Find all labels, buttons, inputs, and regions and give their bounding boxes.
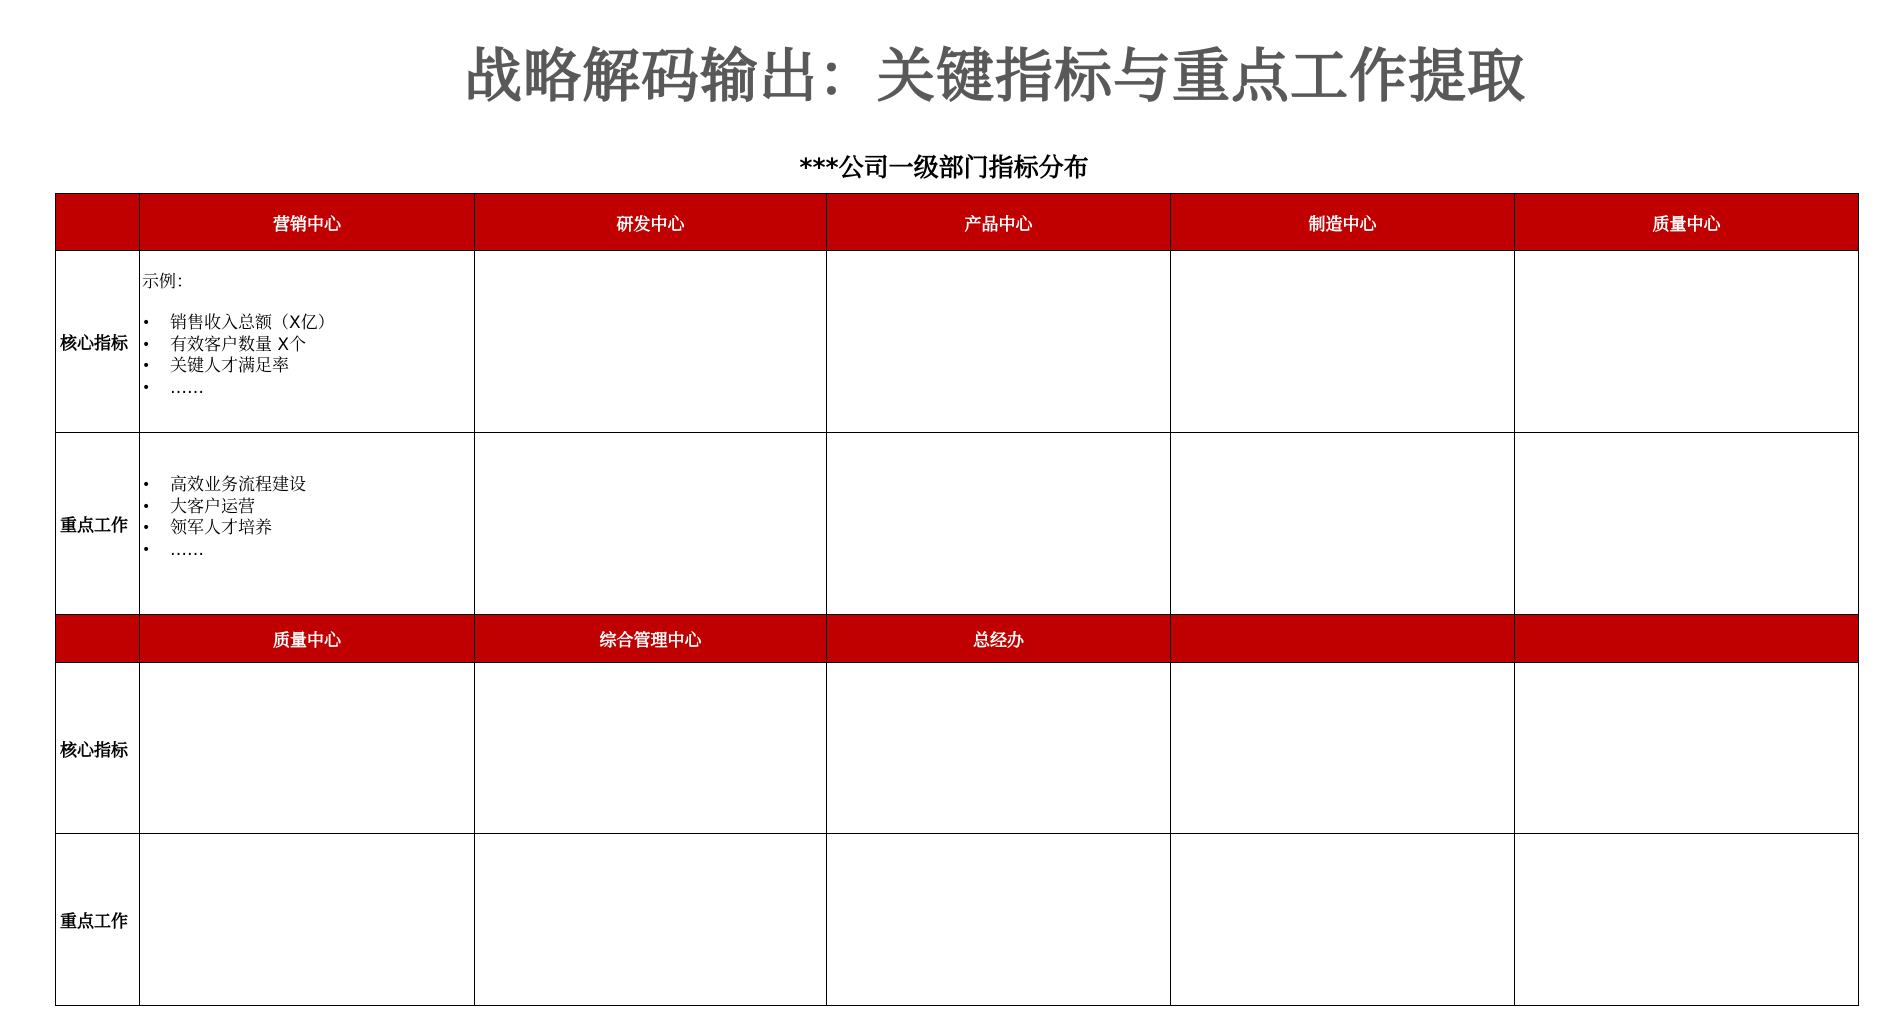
example-key-work-cell (140, 433, 475, 615)
header-row-1 (56, 194, 1859, 251)
example-label: 示例： (142, 272, 193, 292)
header-general-management-center: 综合管理中心 (475, 615, 827, 663)
list-item: • …… (142, 539, 204, 560)
bullet-icon: • (142, 498, 151, 515)
table-cell (1515, 663, 1859, 834)
row-label-core-indicators: 核心指标 (56, 251, 140, 433)
header-row-2 (56, 615, 1859, 663)
table-cell (1171, 663, 1515, 834)
list-item: • 大客户运营 (142, 496, 255, 517)
key-work-row-1 (56, 433, 1859, 615)
bullet-icon: • (142, 358, 151, 374)
list-item: • 关键人才满足率 (142, 356, 289, 376)
example-key-work-list (142, 475, 472, 561)
header-corner (56, 615, 140, 663)
list-item: • 领军人才培养 (142, 518, 272, 538)
core-indicators-row-2 (56, 663, 1859, 834)
table-cell (1515, 251, 1859, 433)
bullet-icon: • (142, 541, 151, 558)
example-core-indicators-cell (140, 251, 475, 433)
table-cell (140, 834, 475, 1006)
example-core-indicators-list (142, 313, 472, 399)
row-label-key-work: 重点工作 (56, 834, 140, 1006)
bullet-icon: • (142, 379, 151, 396)
header-corner (56, 194, 140, 251)
bullet-icon: • (142, 336, 151, 353)
table-cell (1515, 834, 1859, 1006)
header-marketing-center: 营销中心 (140, 194, 475, 251)
list-item: • 有效客户数量 X个 (142, 334, 307, 355)
table-cell (475, 433, 827, 615)
page-title: 战略解码输出：关键指标与重点工作提取 (463, 42, 1526, 110)
core-indicators-row-1 (56, 251, 1859, 433)
header-general-manager-office: 总经办 (827, 615, 1171, 663)
table-cell (827, 433, 1171, 615)
table-cell (475, 251, 827, 433)
table-cell (1515, 433, 1859, 615)
table-cell (140, 663, 475, 834)
table-cell (475, 834, 827, 1006)
table-title: ***公司一级部门指标分布 (799, 153, 1089, 182)
header-rnd-center: 研发中心 (475, 194, 827, 251)
table-cell (827, 834, 1171, 1006)
row-label-core-indicators: 核心指标 (56, 663, 140, 834)
department-indicator-table (55, 193, 1859, 1006)
table-cell (475, 663, 827, 834)
header-empty (1515, 615, 1859, 663)
table-cell (827, 663, 1171, 834)
bullet-icon: • (142, 520, 151, 536)
header-quality-center: 质量中心 (140, 615, 475, 663)
list-item: • 高效业务流程建设 (142, 475, 306, 495)
header-quality-center: 质量中心 (1515, 194, 1859, 251)
row-label-key-work: 重点工作 (56, 433, 140, 615)
table-cell (1171, 433, 1515, 615)
table-cell (1171, 251, 1515, 433)
header-empty (1171, 615, 1515, 663)
table-cell (1171, 834, 1515, 1006)
list-item: • …… (142, 377, 204, 398)
bullet-icon: • (142, 477, 151, 493)
header-manufacturing-center: 制造中心 (1171, 194, 1515, 251)
header-product-center: 产品中心 (827, 194, 1171, 251)
list-item: • 销售收入总额（X亿） (142, 313, 335, 333)
table-cell (827, 251, 1171, 433)
key-work-row-2 (56, 834, 1859, 1006)
bullet-icon: • (142, 315, 151, 331)
